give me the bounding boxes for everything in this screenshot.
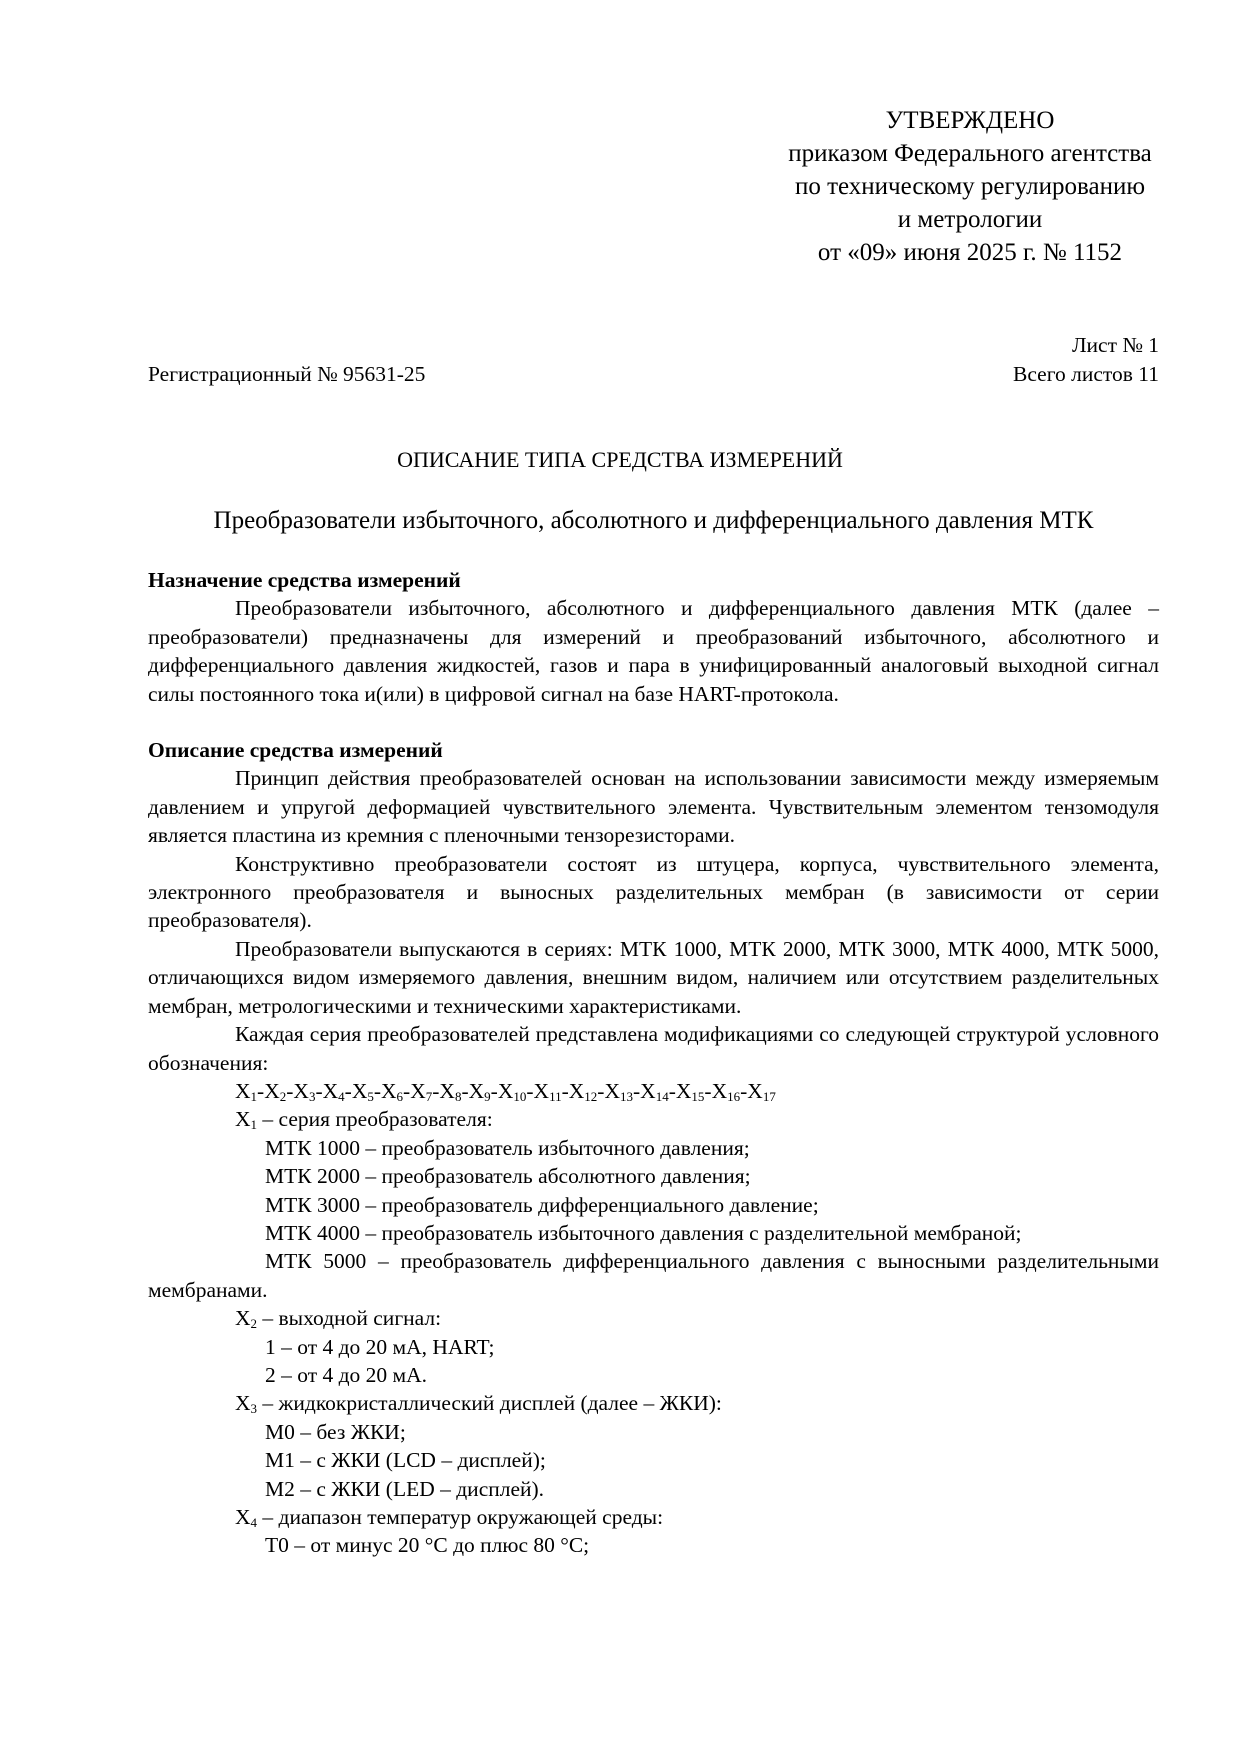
registration-number: Регистрационный № 95631-25: [148, 362, 426, 386]
code-separator: -: [344, 1078, 352, 1103]
purpose-text: Преобразователи избыточного, абсолютного и дифференциального давления МТК (далее – преобразователи) предназначены для измерений и преобразований избыточного, абсолютного и дифференциального давления жидкостей, газов и пара в унифицированный аналоговый выходной сигнал силы постоянного тока и(или) в цифровой сигнал на базе HART-протокола.: [148, 596, 1159, 706]
x4-definition: $X_4$ – диапазон температур окружающей среды:: [235, 1505, 664, 1530]
description-paragraph: Конструктивно преобразователи состоят из штуцера, корпуса, чувствительного элемента, электронного преобразователя и выносных разделительных мембран (в зависимости от серии преобразователя).: [148, 851, 1159, 933]
description-paragraph: Принцип действия преобразователей основан на использовании зависимости между измеряемым давлением и упругой деформацией чувствительного элемента. Чувствительным элементом тензомодуля является пластина из кремния с пленочными тензорезисторами.: [148, 766, 1159, 848]
approval-title: УТВЕРЖДЕНО: [885, 107, 1055, 134]
code-part: $X_4$: [322, 1078, 345, 1104]
list-item: МТК 2000 – преобразователь абсолютного давления;: [265, 1164, 751, 1189]
list-item: M1 – с ЖКИ (LCD – дисплей);: [265, 1448, 546, 1473]
description-heading: Описание средства измерений: [148, 738, 443, 763]
list-item: МТК 4000 – преобразователь избыточного давления с разделительной мембраной;: [265, 1220, 1022, 1245]
code-separator: -: [704, 1078, 712, 1103]
x2-definition: $X_2$ – выходной сигнал:: [235, 1306, 442, 1332]
purpose-heading: Назначение средства измерений: [148, 568, 461, 592]
code-part: $X_8$: [439, 1078, 462, 1104]
code-part: $X_7$: [410, 1078, 433, 1104]
document-title: ОПИСАНИЕ ТИПА СРЕДСТВА ИЗМЕРЕНИЙ: [397, 447, 843, 472]
list-item: M0 – без ЖКИ;: [265, 1419, 406, 1444]
list-item: T0 – от минус 20 °C до плюс 80 °C;: [265, 1533, 590, 1558]
list-item: M2 – с ЖКИ (LED – дисплей).: [265, 1476, 545, 1501]
code-separator: -: [315, 1078, 323, 1103]
description-paragraph: Каждая серия преобразователей представлена модификациями со следующей структурой условного обозначения:: [148, 1022, 1159, 1075]
x3-definition: $X_3$ – жидкокристаллический дисплей (далее – ЖКИ):: [235, 1391, 722, 1417]
document-body: [148, 566, 1159, 1560]
list-item: МТК 1000 – преобразователь избыточного давления;: [265, 1135, 750, 1160]
approval-order: от «09» июня 2025 г. № 1152: [817, 239, 1123, 266]
list-item: МТК 3000 – преобразователь дифференциального давление;: [265, 1192, 819, 1217]
code-part: $X_{17}$: [747, 1078, 776, 1104]
code-part: $X_{14}$: [640, 1078, 669, 1104]
approval-block: [700, 105, 1240, 269]
list-item: 2 – от 4 до 20 мА.: [265, 1362, 428, 1387]
code-separator: -: [432, 1078, 440, 1103]
list-item: МТК 5000 – преобразователь дифференциального давления с выносными разделительными мембранами.: [148, 1249, 1159, 1302]
code-part: $X_1$: [235, 1078, 258, 1104]
code-separator: -: [561, 1078, 569, 1103]
sheet-total: Всего листов 11: [1013, 362, 1159, 386]
code-part: $X_{16}$: [711, 1078, 741, 1104]
code-part: $X_{11}$: [533, 1078, 562, 1104]
approval-line: и метрологии: [897, 206, 1043, 233]
approval-line: по техническому регулированию: [794, 173, 1146, 200]
sheet-number: Лист № 1: [1071, 333, 1159, 357]
code-separator: -: [257, 1078, 265, 1103]
code-part: $X_9$: [468, 1078, 491, 1104]
code-part: $X_{15}$: [675, 1078, 705, 1104]
code-part: $X_2$: [264, 1078, 287, 1104]
code-part: $X_{10}$: [497, 1078, 527, 1104]
code-separator: -: [490, 1078, 498, 1103]
approval-line: приказом Федерального агентства: [788, 140, 1152, 167]
device-name: Преобразователи избыточного, абсолютного и дифференциального давления МТК: [213, 507, 1094, 534]
code-separator: -: [286, 1078, 294, 1103]
code-separator: -: [373, 1078, 382, 1103]
code-separator: -: [633, 1078, 641, 1103]
code-separator: -: [526, 1078, 534, 1103]
code-part: $X_{13}$: [604, 1078, 633, 1104]
code-separator: -: [740, 1078, 748, 1103]
code-separator: -: [597, 1078, 605, 1103]
code-part: $X_6$: [381, 1078, 404, 1104]
designation-code: [148, 1077, 1159, 1105]
x1-definition: $X_1$ – серия преобразователя:: [235, 1107, 493, 1133]
code-separator: -: [461, 1078, 469, 1103]
code-part: $X_3$: [293, 1078, 316, 1104]
code-separator: -: [403, 1078, 411, 1103]
description-paragraph: Преобразователи выпускаются в сериях: МТК 1000, МТК 2000, МТК 3000, МТК 4000, МТК 5000, отличающихся видом измеряемого давления, внешним видом, наличием или отсутствием разделительных мембран, метрологическими и техническими характеристиками.: [148, 936, 1159, 1018]
code-part: $X_5$: [351, 1078, 374, 1104]
code-separator: -: [668, 1078, 676, 1103]
list-item: 1 – от 4 до 20 мА, HART;: [265, 1334, 495, 1359]
code-part: $X_{12}$: [568, 1078, 598, 1104]
